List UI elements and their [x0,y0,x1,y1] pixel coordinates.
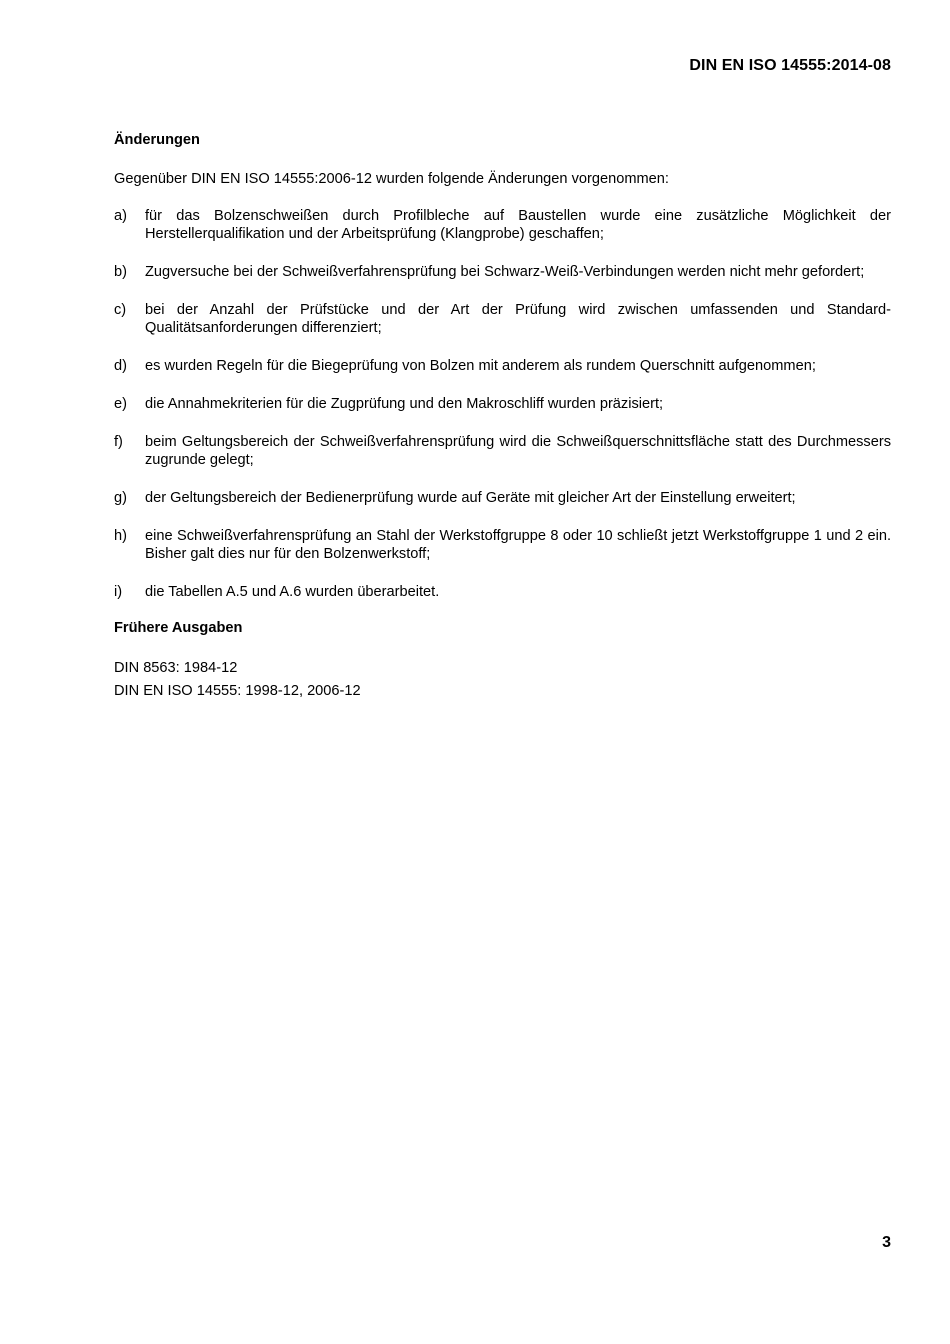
list-item [114,527,891,563]
list-item [114,263,891,281]
changes-heading: Änderungen [114,132,200,148]
list-item [114,489,891,507]
previous-editions-list [114,657,891,703]
list-item-text: bei der Anzahl der Prüfstücke und der Art der Prüfung wird zwischen umfassenden und Standard-Qualitätsanforderungen differenziert; [145,302,891,336]
list-item-label: a) [114,208,127,224]
list-item-label: c) [114,302,127,318]
document-body [114,131,891,703]
list-item-label: b) [114,264,127,280]
list-item-text: eine Schweißverfahrensprüfung an Stahl der Werkstoffgruppe 8 oder 10 schließt jetzt Werkstoffgruppe 1 und 2 ein. Bisher galt dies nur für den Bolzenwerkstoff; [145,528,891,562]
list-item-text: die Tabellen A.5 und A.6 wurden überarbeitet. [145,584,440,600]
edition-line: DIN 8563: 1984-12 [114,660,238,676]
list-item-label: g) [114,490,127,506]
list-item-label: d) [114,358,127,374]
list-item-label: h) [114,528,127,544]
list-item-text: die Annahmekriterien für die Zugprüfung und den Makroschliff wurden präzisiert; [145,396,664,412]
list-item-text: der Geltungsbereich der Bedienerprüfung wurde auf Geräte mit gleicher Art der Einstellung erweitert; [145,490,796,506]
list-item-text: beim Geltungsbereich der Schweißverfahrensprüfung wird die Schweißquerschnittsfläche statt des Durchmessers zugrunde gelegt; [145,434,891,468]
list-item [114,357,891,375]
list-item-label: e) [114,396,127,412]
list-item-text: es wurden Regeln für die Biegeprüfung von Bolzen mit anderem als rundem Querschnitt aufgenommen; [145,358,816,374]
edition-line: DIN EN ISO 14555: 1998-12, 2006-12 [114,683,361,699]
list-item-text: für das Bolzenschweißen durch Profilbleche auf Baustellen wurde eine zusätzliche Möglichkeit der Herstellerqualifikation und der Arbeitsprüfung (Klangprobe) geschaffen; [145,208,891,242]
changes-list [114,207,891,601]
list-item [114,433,891,469]
previous-editions-heading: Frühere Ausgaben [114,620,243,636]
list-item [114,301,891,337]
list-item [114,395,891,413]
list-item-text: Zugversuche bei der Schweißverfahrensprüfung bei Schwarz-Weiß-Verbindungen werden nicht mehr gefordert; [145,264,865,280]
list-item-label: i) [114,584,123,600]
list-item-label: f) [114,434,123,450]
document-header-standard-id: DIN EN ISO 14555:2014-08 [689,57,891,74]
changes-intro: Gegenüber DIN EN ISO 14555:2006-12 wurden folgende Änderungen vorgenommen: [114,171,669,187]
page-number: 3 [882,1234,891,1251]
list-item [114,583,891,601]
list-item [114,207,891,243]
